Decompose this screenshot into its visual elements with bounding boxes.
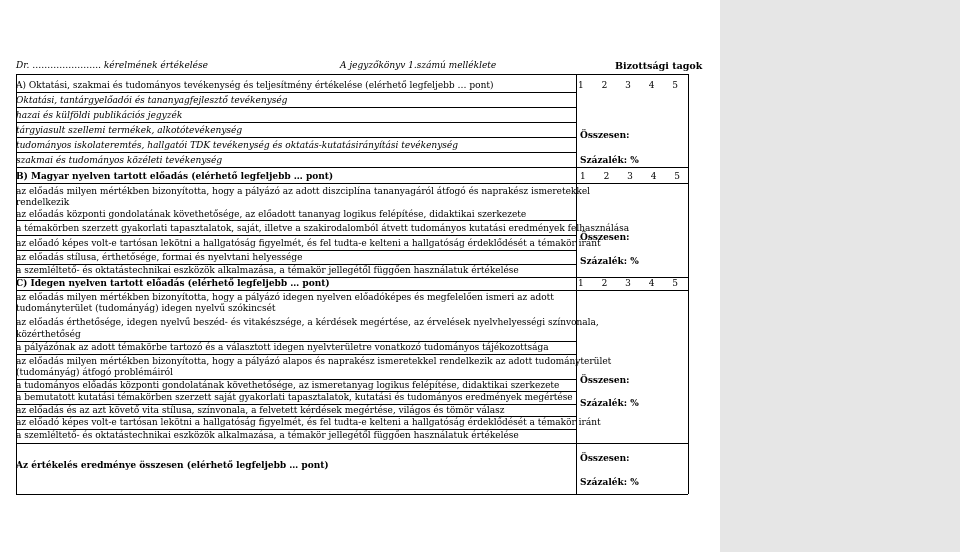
section-b-total: Összesen: bbox=[580, 233, 630, 243]
table-line bbox=[16, 443, 688, 444]
table-line bbox=[16, 494, 688, 495]
section-c-item: a tudományos előadás központi gondolatának követhetősége, az ismeretanyag logikus felépítése, didaktikai szerkezete bbox=[16, 381, 560, 391]
section-c-percent: Százalék: % bbox=[580, 399, 639, 409]
section-c-total: Összesen: bbox=[580, 376, 630, 386]
section-b-item: rendelkezik bbox=[16, 198, 70, 208]
section-a-total: Összesen: bbox=[580, 131, 630, 141]
section-c-item: az előadó képes volt-e tartósan lekötni a hallgatóság figyelmét, és fel tudta-e kelteni a hallgatóság érdeklődését a témakör iránt bbox=[16, 418, 601, 428]
section-a-item: hazai és külföldi publikációs jegyzék bbox=[16, 111, 183, 121]
final-total: Összesen: bbox=[580, 454, 630, 464]
section-a-scale: 1 2 3 4 5 bbox=[578, 81, 678, 91]
section-b-scale: 1 2 3 4 5 bbox=[580, 172, 680, 182]
table-line bbox=[16, 277, 688, 278]
table-line bbox=[16, 264, 576, 265]
table-line bbox=[16, 429, 576, 430]
section-c-item: az előadás milyen mértékben bizonyította, hogy a pályázó idegen nyelven előadóképes és megfelelően ismeri az adott bbox=[16, 293, 554, 303]
table-line bbox=[16, 391, 576, 392]
section-c-title: C) Idegen nyelven tartott előadás (elérhető legfeljebb … pont) bbox=[16, 279, 330, 289]
table-line bbox=[16, 92, 576, 93]
table-line bbox=[16, 152, 576, 153]
table-line bbox=[16, 167, 688, 168]
section-b-item: az előadás milyen mértékben bizonyította, hogy a pályázó az adott diszciplína tananyagáról átfogó és naprakész ismeretekkel bbox=[16, 187, 591, 197]
section-b-title: B) Magyar nyelven tartott előadás (elérhető legfeljebb … pont) bbox=[16, 172, 334, 182]
section-c-item: az előadás érthetősége, idegen nyelvű beszéd- és vitakészsége, a kérdések megértése, az érvelések nyelvhelyességi színvonala, bbox=[16, 318, 599, 328]
header-center: A jegyzőkönyv 1.számú melléklete bbox=[340, 61, 497, 71]
table-line bbox=[16, 122, 576, 123]
section-c-scale: 1 2 3 4 5 bbox=[578, 279, 678, 289]
table-line bbox=[16, 235, 576, 236]
section-a-percent: Százalék: % bbox=[580, 156, 639, 166]
header-left: Dr. ………………….. kérelmének értékelése bbox=[16, 61, 208, 71]
section-b-item: az előadás központi gondolatának követhetősége, az előadott tananyag logikus felépítése, didaktikai szerkezete bbox=[16, 210, 527, 220]
section-b-item: az előadó képes volt-e tartósan lekötni a hallgatóság figyelmét, és fel tudta-e kelteni a hallgatóság érdeklődését a témakör iránt bbox=[16, 239, 601, 249]
section-c-item: a bemutatott kutatási témakörben szerzett saját gyakorlati tapasztalatok, kutatási és tudományos eredmények megértése bbox=[16, 393, 573, 403]
section-c-item: az előadás és az azt követő vita stílusa, színvonala, a felvetett kérdések megértése, világos és tömör válasz bbox=[16, 406, 505, 416]
section-c-item: a szemléltető- és oktatástechnikai eszközök alkalmazása, a témakör jellegétől függően használatuk értékelése bbox=[16, 431, 519, 441]
section-c-item: tudományterület (tudományág) idegen nyelvű szókincsét bbox=[16, 304, 276, 314]
table-line bbox=[16, 250, 576, 251]
section-b-item: az előadás stílusa, érthetősége, formai és nyelvtani helyessége bbox=[16, 253, 303, 263]
table-line bbox=[16, 354, 576, 355]
final-title: Az értékelés eredménye összesen (elérhető legfeljebb … pont) bbox=[16, 461, 329, 471]
section-a-item: tudományos iskolateremtés, hallgatói TDK tevékenység és oktatás-kutatásirányítási tevékenység bbox=[16, 141, 458, 151]
table-line bbox=[16, 220, 576, 221]
section-c-item: az előadás milyen mértékben bizonyította, hogy a pályázó alapos és naprakész ismeretekkel rendelkezik az adott tudományterület bbox=[16, 357, 612, 367]
side-panel bbox=[720, 0, 960, 552]
table-line bbox=[16, 290, 688, 291]
section-a-title: A) Oktatási, szakmai és tudományos tevékenység és teljesítmény értékelése (elérhető legfeljebb … pont) bbox=[16, 81, 494, 91]
table-border-right bbox=[688, 74, 689, 494]
table-border-left bbox=[16, 74, 17, 494]
section-b-percent: Százalék: % bbox=[580, 257, 639, 267]
table-line bbox=[16, 341, 576, 342]
section-c-item: (tudományág) átfogó problémáiról bbox=[16, 368, 173, 378]
section-b-item: a témakörben szerzett gyakorlati tapasztalatok, saját, illetve a szakirodalomból átvett tudományos kutatási eredmények felhasználása bbox=[16, 224, 630, 234]
section-a-item: Oktatási, tantárgyelőadói és tananyagfejlesztő tevékenység bbox=[16, 96, 288, 106]
section-c-item: a pályázónak az adott témakörbe tartozó és a választott idegen nyelvterületre vonatkozó tudományos tájékozottsága bbox=[16, 343, 549, 353]
table-line bbox=[16, 404, 576, 405]
table-line bbox=[16, 107, 576, 108]
table-line bbox=[16, 137, 576, 138]
header-right: Bizottsági tagok bbox=[615, 61, 703, 72]
final-percent: Százalék: % bbox=[580, 478, 639, 488]
table-line bbox=[16, 416, 576, 417]
section-c-item: közérthetőség bbox=[16, 330, 81, 340]
table-divider bbox=[576, 74, 577, 494]
section-b-item: a szemléltető- és oktatástechnikai eszközök alkalmazása, a témakör jellegétől függően használatuk értékelése bbox=[16, 266, 519, 276]
table-line bbox=[16, 379, 576, 380]
section-a-item: szakmai és tudományos közéleti tevékenység bbox=[16, 156, 223, 166]
section-a-item: tárgyiasult szellemi termékek, alkotótevékenység bbox=[16, 126, 243, 136]
header-divider bbox=[16, 74, 688, 75]
table-line bbox=[16, 183, 688, 184]
